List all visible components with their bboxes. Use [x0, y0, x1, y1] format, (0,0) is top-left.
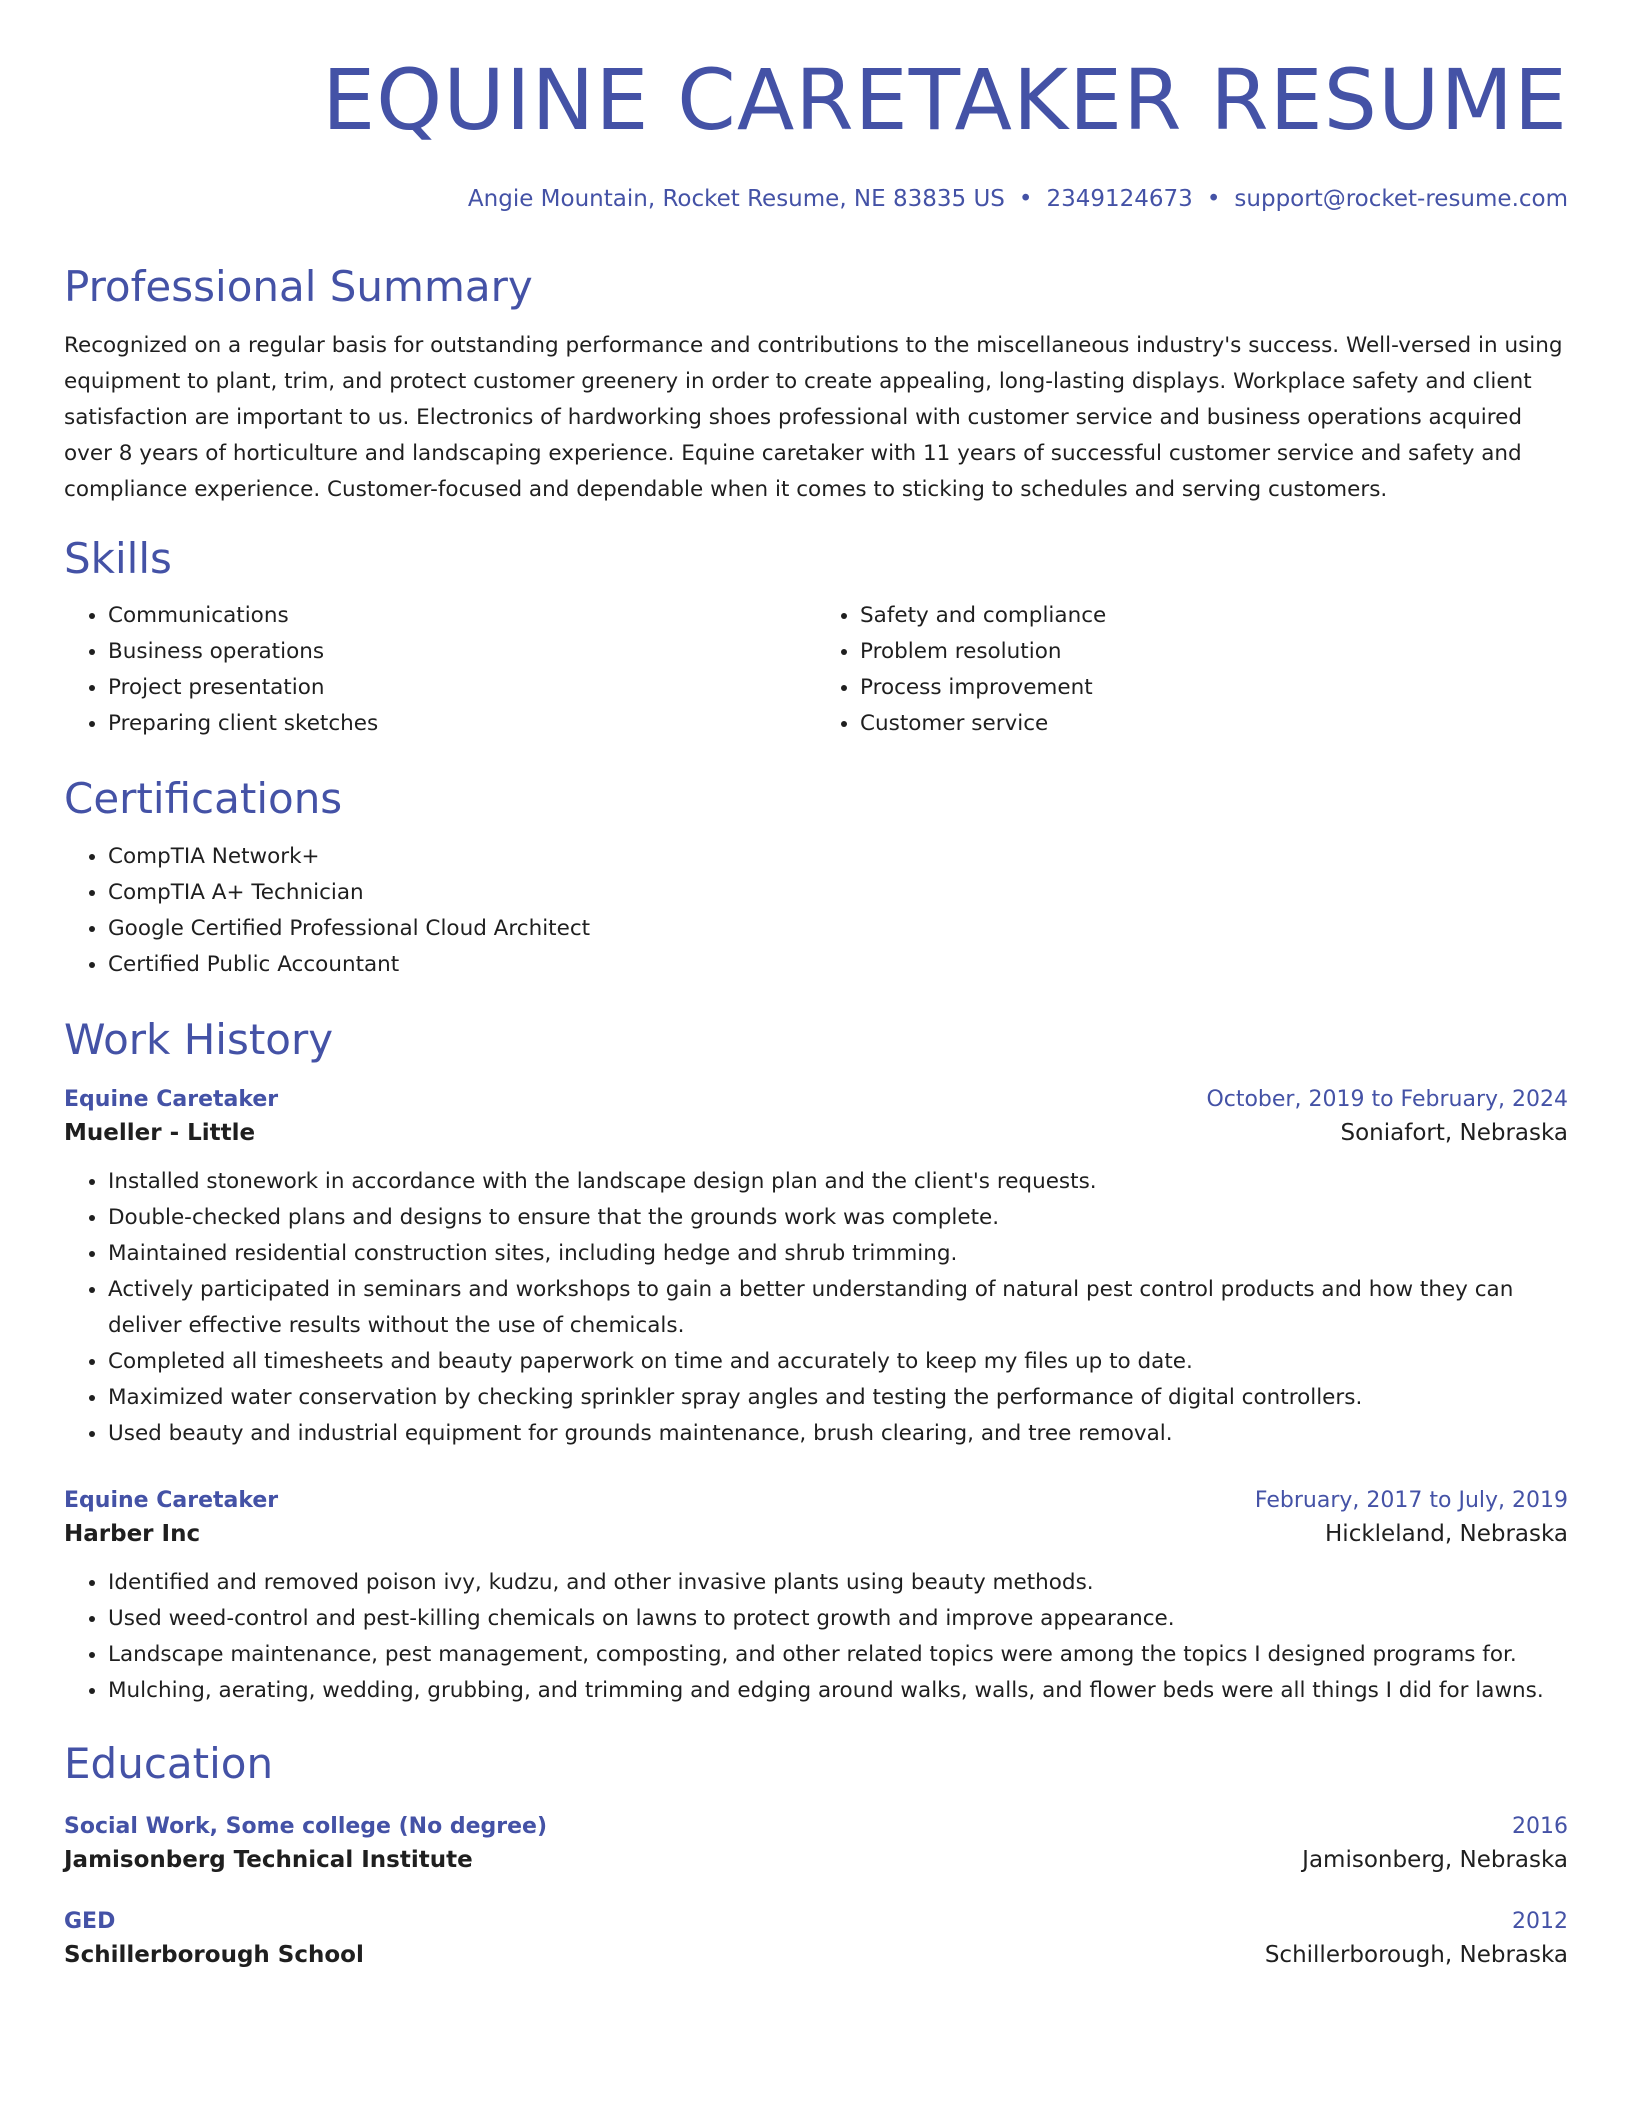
job-bullets	[64, 1565, 1568, 1709]
work-history-heading: Work History	[64, 1014, 334, 1064]
contact-phone[interactable]: 2349124673	[1046, 186, 1193, 212]
job-bullet: • Installed stonework in accordance with the landscape design plan and the client's requests.	[108, 1164, 1568, 1200]
job-subheader	[64, 1120, 1568, 1146]
job-header	[64, 1087, 1568, 1112]
contact-address: Angie Mountain, Rocket Resume, NE 83835 US	[467, 186, 1005, 212]
education-year: 2016	[1512, 1813, 1568, 1839]
education-header	[64, 1814, 1568, 1839]
education-entry	[64, 1814, 1568, 1873]
certifications-list	[64, 839, 1568, 983]
skill-item: • Business operations	[108, 634, 816, 670]
contact-separator: •	[1206, 186, 1221, 212]
summary-heading: Professional Summary	[64, 261, 533, 311]
education-heading: Education	[64, 1739, 274, 1789]
certification-item: • CompTIA A+ Technician	[108, 875, 1568, 911]
certification-item: • CompTIA Network+	[108, 839, 1568, 875]
job-bullet: • Identified and removed poison ivy, kudzu, and other invasive plants using beauty methods.	[108, 1565, 1568, 1601]
education-entry	[64, 1909, 1568, 1968]
job-header	[64, 1488, 1568, 1513]
job-company: Harber Inc	[64, 1521, 201, 1548]
job-entry	[64, 1488, 1568, 1709]
job-bullet: • Used weed-control and pest-killing chemicals on lawns to protect growth and improve appearance.	[108, 1601, 1568, 1637]
job-entry	[64, 1087, 1568, 1452]
job-dates: February, 2017 to July, 2019	[1254, 1488, 1568, 1514]
education-location: Jamisonberg, Nebraska	[1302, 1846, 1568, 1873]
skill-item: • Communications	[108, 598, 816, 634]
contact-separator: •	[1018, 186, 1033, 212]
job-bullet: • Landscape maintenance, pest management, composting, and other related topics were among the topics I designed programs for.	[108, 1637, 1568, 1673]
job-bullet: • Double-checked plans and designs to ensure that the grounds work was complete.	[108, 1200, 1568, 1236]
skill-item: • Customer service	[860, 706, 1568, 742]
job-bullet: • Maximized water conservation by checking sprinkler spray angles and testing the performance of digital controllers.	[108, 1380, 1568, 1416]
education-location: Schillerborough, Nebraska	[1264, 1941, 1568, 1968]
education-degree: Social Work, Some college (No degree)	[64, 1813, 548, 1839]
job-bullet: • Mulching, aerating, wedding, grubbing, and trimming and edging around walks, walls, and flower beds were all things I did for lawns.	[108, 1673, 1568, 1709]
skills-column-right	[816, 598, 1568, 742]
job-title: Equine Caretaker	[64, 1488, 279, 1514]
job-bullet: • Actively participated in seminars and workshops to gain a better understanding of natural pest control products and how they can deliver effective results without the use of chemicals.	[108, 1272, 1568, 1344]
job-dates: October, 2019 to February, 2024	[1206, 1087, 1568, 1113]
skills-heading: Skills	[64, 533, 172, 583]
certification-item: • Certified Public Accountant	[108, 947, 1568, 983]
contact-email[interactable]: support@rocket-resume.com	[1234, 186, 1568, 212]
skill-item: • Problem resolution	[860, 634, 1568, 670]
education-subheader	[64, 1942, 1568, 1968]
skills-list	[64, 598, 1568, 742]
education-year: 2012	[1512, 1908, 1568, 1934]
skill-item: • Safety and compliance	[860, 598, 1568, 634]
job-bullet: • Completed all timesheets and beauty paperwork on time and accurately to keep my files up to date.	[108, 1344, 1568, 1380]
education-subheader	[64, 1847, 1568, 1873]
job-location: Hickleland, Nebraska	[1325, 1521, 1568, 1548]
job-bullet: • Maintained residential construction sites, including hedge and shrub trimming.	[108, 1236, 1568, 1272]
education-header	[64, 1909, 1568, 1934]
job-bullet: • Used beauty and industrial equipment for grounds maintenance, brush clearing, and tree removal.	[108, 1416, 1568, 1452]
education-school: Schillerborough School	[64, 1941, 364, 1968]
skill-item: • Process improvement	[860, 670, 1568, 706]
resume-title: EQUINE CARETAKER RESUME	[322, 51, 1568, 149]
skill-item: • Project presentation	[108, 670, 816, 706]
skills-column-left	[64, 598, 816, 742]
contact-line	[64, 186, 1568, 214]
education-degree: GED	[64, 1908, 116, 1934]
job-company: Mueller - Little	[64, 1120, 256, 1147]
certification-item: • Google Certified Professional Cloud Architect	[108, 911, 1568, 947]
job-title: Equine Caretaker	[64, 1087, 279, 1113]
summary-text: Recognized on a regular basis for outstanding performance and contributions to the miscellaneous industry's success. Well-versed in using equipment to plant, trim, and protect customer greenery in order to create appealing, long-lasting displays. Workplace safety and client satisfaction are important to us. Electronics of hardworking shoes professional with customer service and business operations acquired over 8 years of horticulture and landscaping experience. Equine caretaker with 11 years of successful customer service and safety and compliance experience. Customer-focused and dependable when it comes to sticking to schedules and serving customers.	[64, 332, 1563, 502]
job-bullets	[64, 1164, 1568, 1452]
job-subheader	[64, 1521, 1568, 1547]
skill-item: • Preparing client sketches	[108, 706, 816, 742]
job-location: Soniafort, Nebraska	[1340, 1120, 1568, 1147]
certifications-heading: Certifications	[64, 774, 343, 824]
education-school: Jamisonberg Technical Institute	[64, 1846, 473, 1873]
